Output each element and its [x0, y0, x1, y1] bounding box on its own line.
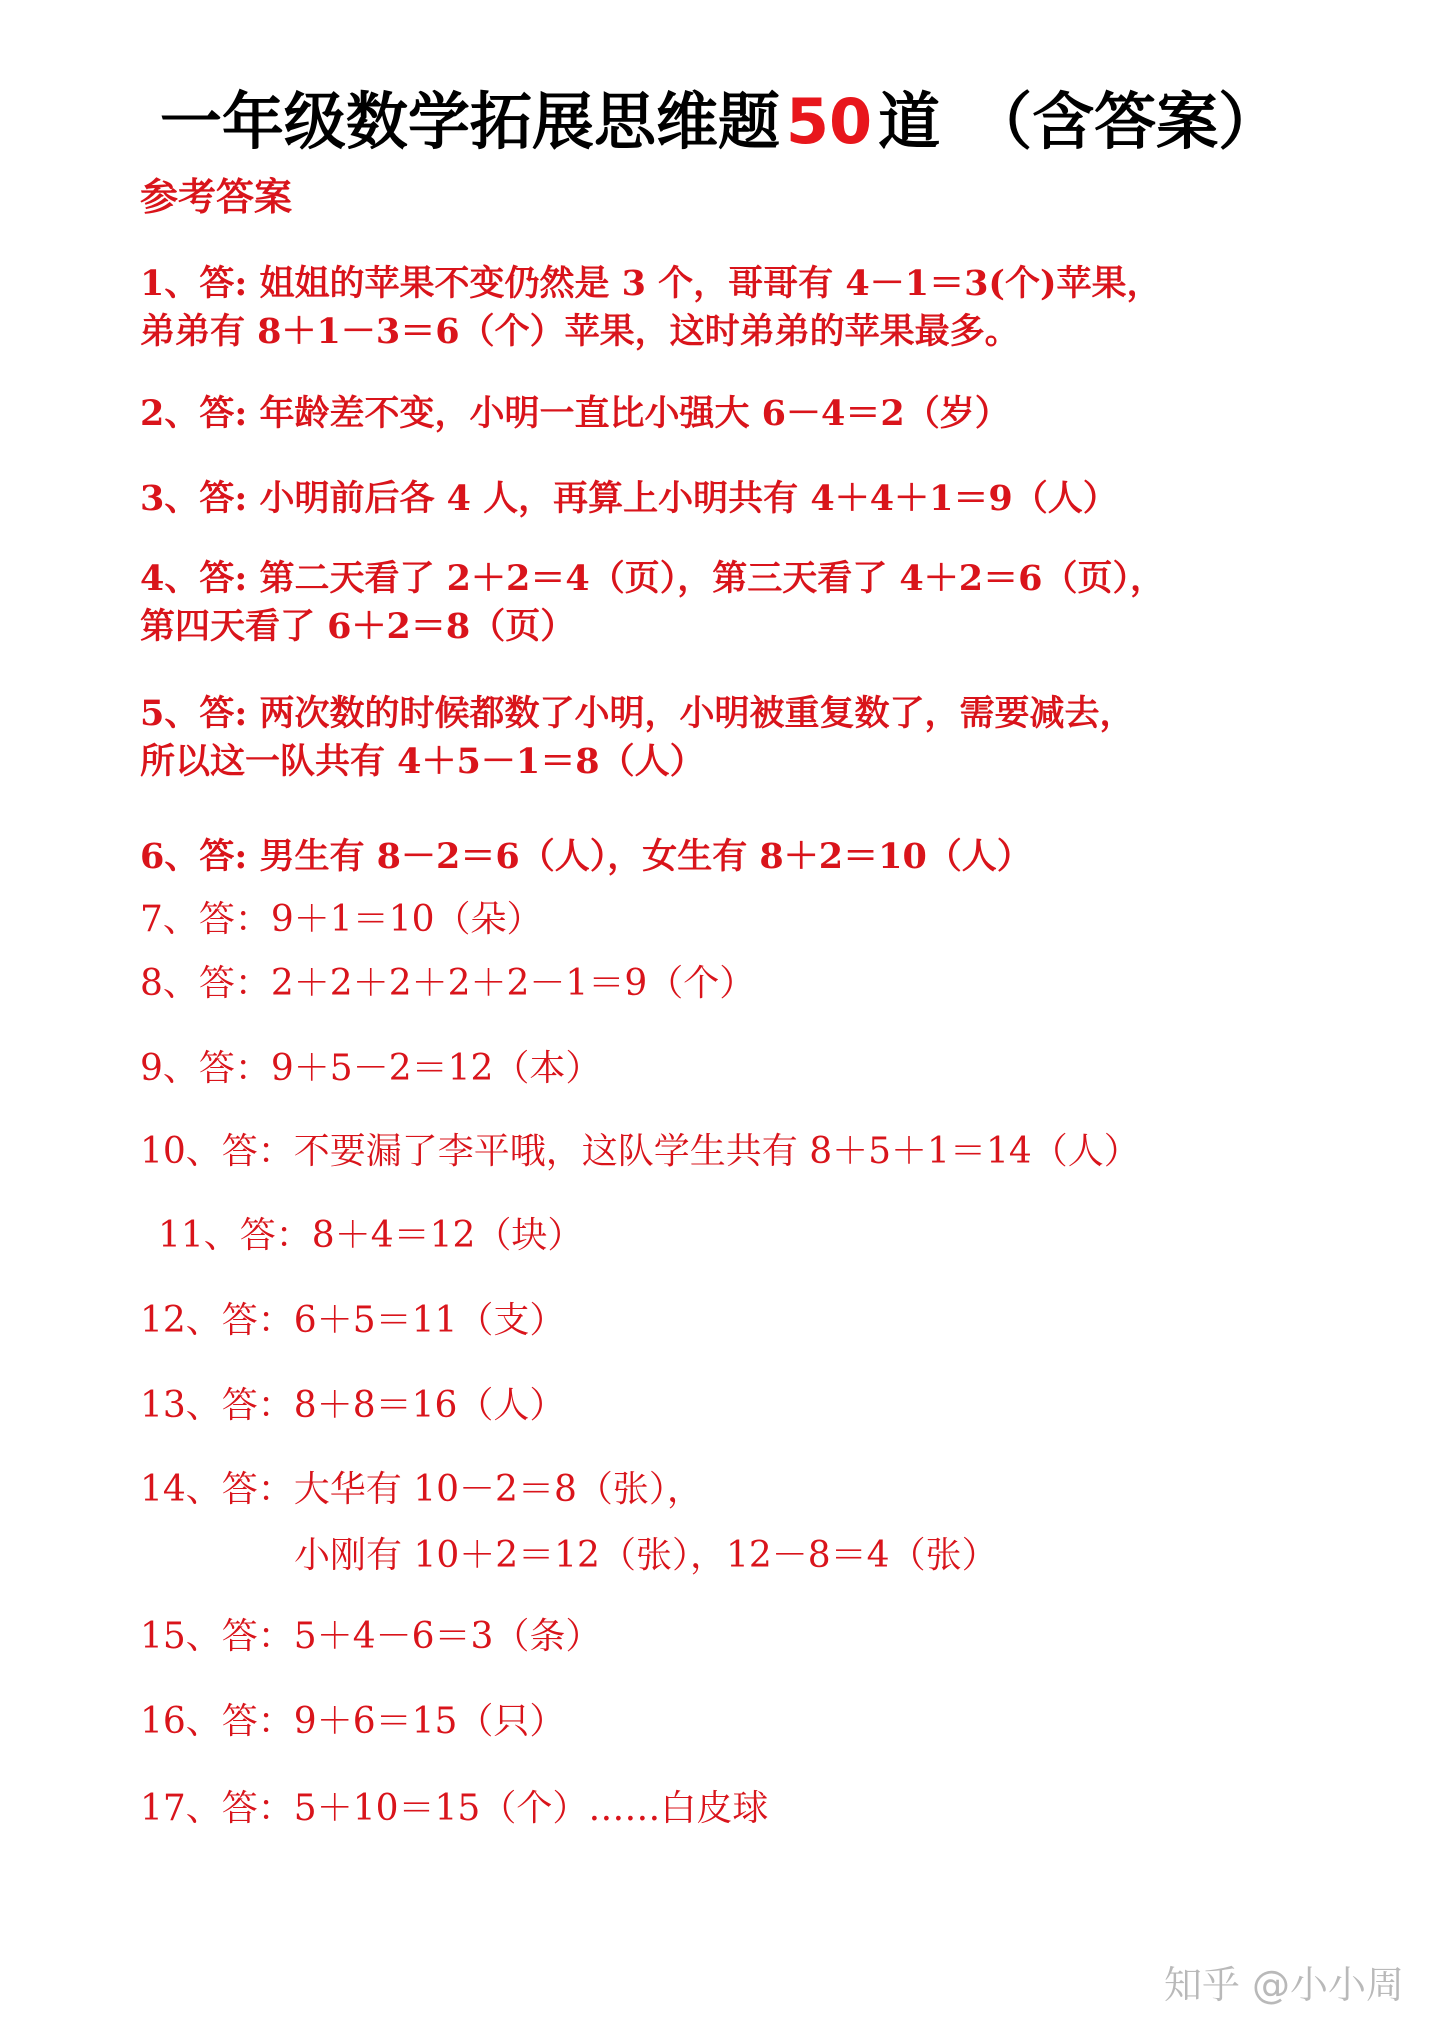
- answer-line: 16、答：9＋6＝15（只）: [140, 1701, 566, 1742]
- answer-item-15: [140, 1613, 1320, 1661]
- title-prefix: 一年级数学拓展思维题: [159, 85, 780, 158]
- answer-line: 9、答：9＋5－2＝12（本）: [140, 1048, 602, 1089]
- answer-item-14: [140, 1466, 1320, 1580]
- answer-line: 弟弟有 8＋1－3＝6（个）苹果，这时弟弟的苹果最多。: [140, 311, 1020, 352]
- answer-line: 3、答: 小明前后各 4 人，再算上小明共有 4＋4＋1＝9（人）: [140, 478, 1118, 519]
- title-suffix: 道: [878, 85, 941, 158]
- answer-line: 1、答: 姐姐的苹果不变仍然是 3 个，哥哥有 4－1＝3(个)苹果，: [140, 263, 1162, 304]
- watermark: 知乎 @小小周: [1163, 1963, 1404, 2007]
- answer-line: 12、答：6＋5＝11（支）: [140, 1300, 566, 1341]
- answer-line: 10、答：不要漏了李平哦，这队学生共有 8＋5＋1＝14（人）: [140, 1131, 1140, 1172]
- section-heading: 参考答案: [140, 174, 293, 219]
- title-number: 50: [785, 85, 873, 158]
- answer-line: 8、答：2＋2＋2＋2＋2－1＝9（个）: [140, 963, 756, 1004]
- answer-item-4: [140, 555, 1320, 651]
- answer-item-16: [140, 1698, 1320, 1746]
- answer-line: 6、答: 男生有 8－2＝6（人），女生有 8＋2＝10（人）: [140, 836, 1032, 877]
- answer-item-7: [140, 896, 1320, 944]
- answer-line: 所以这一队共有 4＋5－1＝8（人）: [140, 741, 705, 782]
- answer-line: 小刚有 10＋2＝12（张），12－8＝4（张）: [294, 1535, 998, 1576]
- answer-item-6: [140, 833, 1320, 881]
- answer-item-1: [140, 260, 1320, 356]
- answer-line: 5、答: 两次数的时候都数了小明，小明被重复数了，需要减去，: [140, 693, 1135, 734]
- answer-item-8: [140, 960, 1320, 1008]
- answer-item-3: [140, 475, 1320, 523]
- answer-line: 2、答: 年龄差不变，小明一直比小强大 6－4＝2（岁）: [140, 393, 1010, 434]
- answer-item-10: [140, 1128, 1320, 1176]
- answer-line: 13、答：8＋8＝16（人）: [140, 1385, 566, 1426]
- answer-line: 第四天看了 6＋2＝8（页）: [140, 606, 576, 647]
- answer-item-9: [140, 1045, 1320, 1093]
- answer-item-11: [158, 1212, 1338, 1260]
- title-paren: （含答案）: [970, 85, 1281, 158]
- answer-line: 4、答: 第二天看了 2＋2＝4（页），第三天看了 4＋2＝6（页），: [140, 558, 1165, 599]
- answer-line: 11、答：8＋4＝12（块）: [158, 1215, 584, 1256]
- answer-line: 14、答：大华有 10－2＝8（张），: [140, 1469, 703, 1510]
- answer-line: 17、答：5＋10＝15（个）……白皮球: [140, 1788, 769, 1829]
- answer-line: 7、答：9＋1＝10（朵）: [140, 899, 543, 940]
- answer-item-12: [140, 1297, 1320, 1345]
- answer-line: 15、答：5＋4－6＝3（条）: [140, 1616, 602, 1657]
- page-title: [0, 82, 1440, 162]
- answer-item-5: [140, 690, 1320, 786]
- answer-item-17: [140, 1785, 1320, 1833]
- answer-item-13: [140, 1382, 1320, 1430]
- answer-item-2: [140, 390, 1320, 438]
